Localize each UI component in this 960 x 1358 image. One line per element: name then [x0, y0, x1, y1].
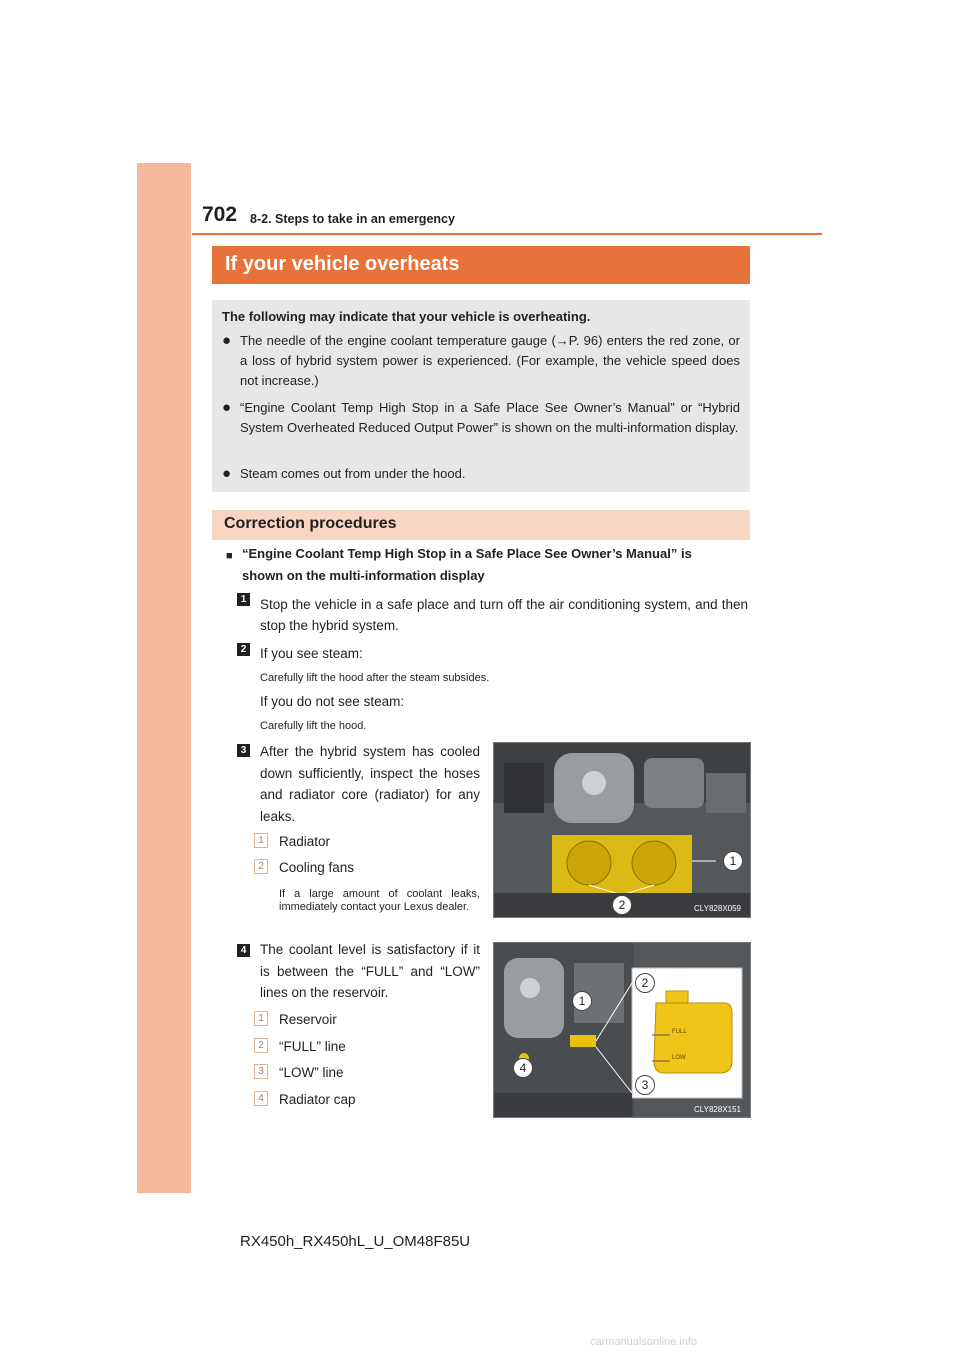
chapter-sidebar	[137, 163, 191, 1193]
item-radiator: Radiator	[279, 834, 331, 849]
bullet-icon: ●	[222, 465, 232, 482]
callout-1: 1	[572, 991, 592, 1011]
title-bar	[212, 246, 750, 284]
callout-1: 1	[723, 851, 743, 871]
info-bullet: ● The needle of the engine coolant temperature gauge (→P. 96) enters the red zone, or a loss of hybrid system power is experienced. (For example, the vehicle speed does not increase.)	[222, 332, 740, 388]
callout-number: 3	[254, 1064, 268, 1079]
callout-2: 2	[612, 895, 632, 915]
callout-4: 4	[513, 1058, 533, 1078]
item-reservoir: Reservoir	[279, 1012, 337, 1027]
callout-number: 2	[254, 1038, 268, 1053]
step-1-text: Stop the vehicle in a safe place and turn off the air conditioning system, and then stop the hybrid system.	[260, 597, 748, 633]
step-3-note: If a large amount of coolant leaks, immediately contact your Lexus dealer.	[279, 888, 480, 913]
item-radiator-cap: Radiator cap	[279, 1092, 356, 1107]
reservoir-illustration	[494, 943, 750, 1117]
step-number: 2	[237, 643, 250, 656]
callout-2: 2	[635, 973, 655, 993]
header-rule	[192, 233, 822, 235]
item-cooling-fans: Cooling fans	[279, 860, 355, 875]
low-mark: LOW	[672, 1055, 686, 1061]
engine-radiator-illustration	[494, 743, 750, 917]
step-3-text: After the hybrid system has cooled down sufficiently, inspect the hoses and radiator core (radiator) for any leaks.	[260, 744, 480, 824]
subtitle: Correction procedures	[224, 515, 397, 532]
callout-3: 3	[635, 1075, 655, 1095]
image-code: CLY828X151	[694, 1105, 741, 1114]
condition-line-1: “Engine Coolant Temp High Stop in a Safe Place See Owner’s Manual” is	[242, 546, 692, 561]
step-2-note-2: Carefully lift the hood.	[260, 720, 367, 732]
step-4-text: The coolant level is satisfactory if it is between the “FULL” and “LOW” lines on the reservoir.	[260, 942, 480, 1000]
step-2-text-2: If you do not see steam:	[260, 694, 405, 709]
bullet-icon: ●	[222, 399, 232, 416]
item-low-line: “LOW” line	[279, 1065, 344, 1080]
step-2-text: If you see steam:	[260, 646, 363, 661]
step-2-note: Carefully lift the hood after the steam subsides.	[260, 672, 490, 684]
info-lead: The following may indicate that your vehicle is overheating.	[222, 309, 591, 324]
image-code: CLY828X059	[694, 904, 741, 913]
callout-number: 1	[254, 1011, 268, 1026]
footer-model-code: RX450h_RX450hL_U_OM48F85U	[240, 1233, 471, 1250]
watermark: carmanualsonline.info	[590, 1336, 698, 1348]
step-number: 4	[237, 944, 250, 957]
engine-radiator-image	[493, 742, 751, 918]
info-bullet: ● “Engine Coolant Temp High Stop in a Safe Place See Owner’s Manual” or “Hybrid System Overheated Reduced Output Power” is shown on the multi-information display.	[222, 399, 740, 435]
step-number: 3	[237, 744, 250, 757]
bullet-icon: ●	[222, 332, 232, 349]
full-mark: FULL	[672, 1029, 687, 1035]
condition-line-2: shown on the multi-information display	[242, 568, 485, 583]
callout-number: 2	[254, 859, 268, 874]
reservoir-image	[493, 942, 751, 1118]
step-number: 1	[237, 593, 250, 606]
page-title: If your vehicle overheats	[225, 253, 460, 275]
square-icon: ■	[226, 550, 233, 562]
overheat-info-box	[212, 300, 750, 492]
page-number: 702	[202, 203, 238, 226]
item-full-line: “FULL” line	[279, 1039, 346, 1054]
subtitle-bar	[212, 510, 750, 540]
callout-number: 1	[254, 833, 268, 848]
section-title: 8-2. Steps to take in an emergency	[250, 212, 455, 226]
info-bullet: ● Steam comes out from under the hood.	[222, 465, 466, 482]
callout-number: 4	[254, 1091, 268, 1106]
